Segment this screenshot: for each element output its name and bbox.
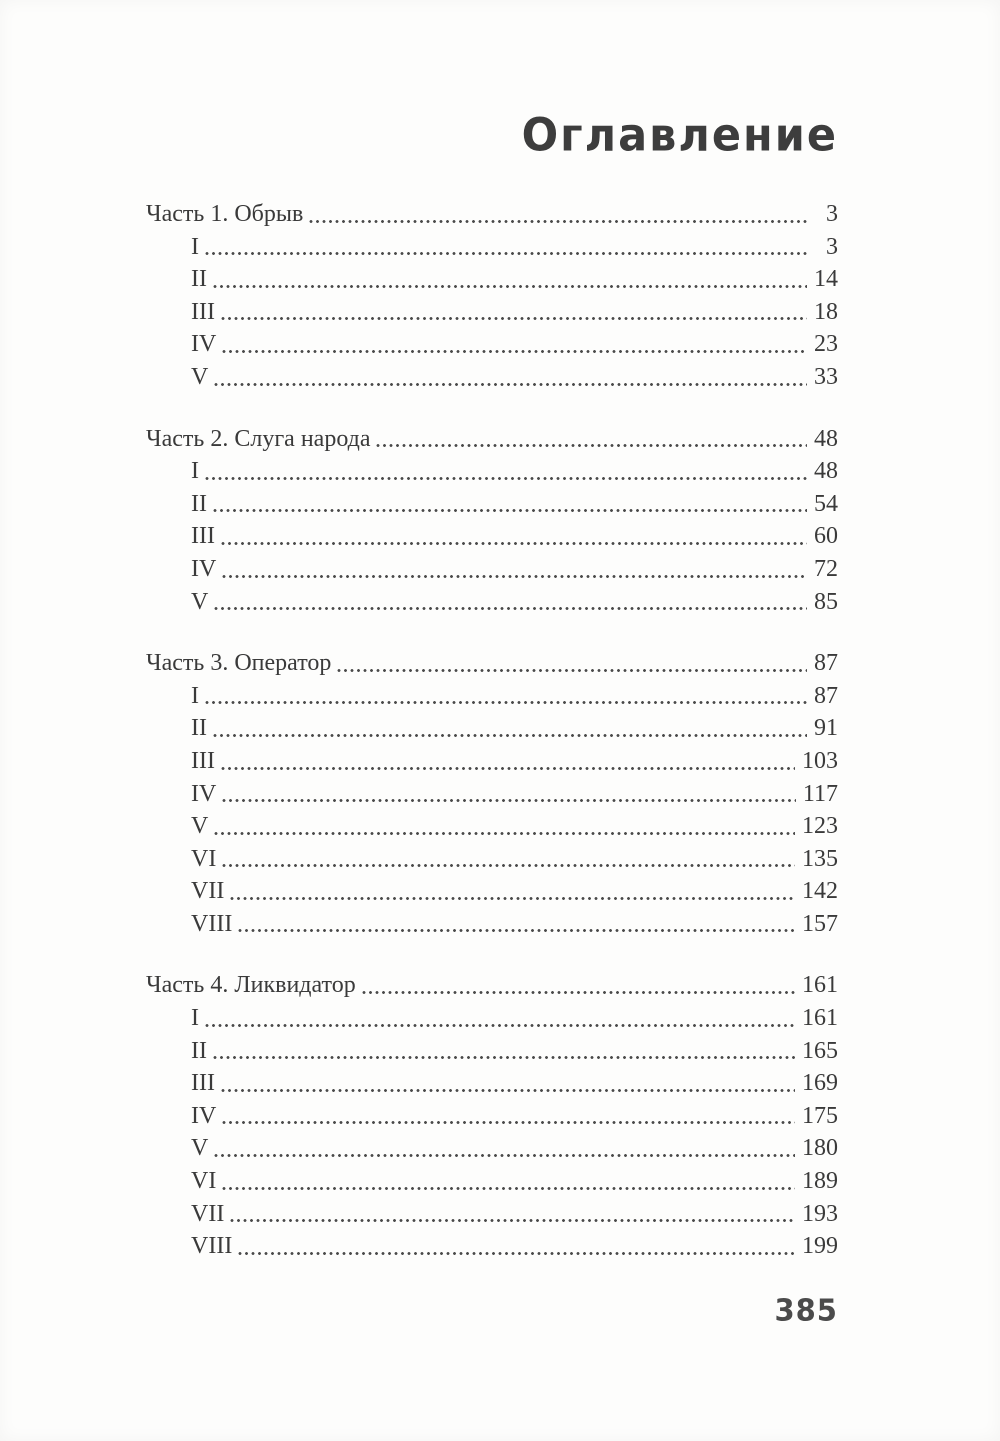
toc-section-label: V (191, 588, 209, 615)
toc-section-entry (146, 778, 838, 811)
dot-leader (213, 284, 807, 289)
dot-leader (222, 1186, 795, 1191)
toc-part-label: Часть 1. Обрыв (146, 201, 304, 227)
toc-section-entry (146, 263, 838, 296)
toc-section-page-number: 180 (802, 1135, 838, 1162)
toc-section-page-number: 85 (814, 588, 838, 615)
toc-section-page-number: 123 (802, 813, 838, 840)
toc-section-page-number: 60 (814, 523, 838, 550)
toc-section-entry (146, 712, 838, 745)
toc-section-entry (146, 520, 838, 553)
dot-leader (205, 700, 807, 705)
toc-section-entry (146, 296, 838, 329)
toc-section-label: III (191, 747, 215, 774)
dot-leader (238, 1251, 795, 1256)
toc-part-label: Часть 4. Ликвидатор (146, 972, 356, 999)
dot-leader (230, 896, 795, 901)
toc-section-label: VII (191, 1200, 225, 1227)
toc-part-group (146, 198, 838, 394)
toc-section-entry (146, 1165, 838, 1198)
toc-section-label: I (191, 458, 199, 485)
toc-section-entry (146, 908, 838, 941)
toc-section-label: VIII (191, 910, 233, 937)
toc-section-page-number: 157 (802, 910, 838, 937)
dot-leader (362, 990, 795, 995)
dot-leader (221, 541, 807, 546)
toc-section-label: II (191, 490, 207, 517)
toc-section-label: VI (191, 845, 217, 872)
toc-section-entry (146, 745, 838, 778)
dot-leader (214, 382, 807, 387)
dot-leader (213, 1055, 795, 1060)
toc-section-entry (146, 455, 838, 488)
toc-part-label: Часть 2. Слуга народа (146, 425, 371, 452)
dot-leader (222, 798, 796, 803)
toc-section-label: I (191, 682, 199, 709)
dot-leader (205, 476, 807, 481)
toc-section-label: IV (191, 331, 217, 358)
dot-leader (205, 1023, 795, 1028)
toc-section-label: IV (191, 555, 217, 582)
dot-leader (222, 349, 807, 354)
toc-section-entry (146, 843, 838, 876)
toc-section-label: V (191, 363, 209, 390)
dot-leader (214, 831, 795, 836)
toc-section-entry (146, 328, 838, 361)
page-title: Оглавление (521, 109, 838, 163)
toc-section-entry (146, 586, 838, 619)
dot-leader (222, 1120, 795, 1125)
toc-section-page-number: 87 (814, 682, 838, 709)
toc-part-group (146, 423, 838, 619)
toc-section-page-number: 14 (814, 266, 838, 293)
toc-section-entry (146, 1230, 838, 1263)
toc-part-entry (146, 198, 838, 231)
toc-section-entry (146, 231, 838, 264)
dot-leader (221, 1088, 795, 1093)
dot-leader (213, 508, 807, 513)
toc-section-label: I (191, 233, 199, 260)
dot-leader (238, 928, 795, 933)
toc-section-label: III (191, 1070, 215, 1097)
dot-leader (221, 316, 807, 321)
toc-section-label: II (191, 266, 207, 293)
toc-section-label: III (191, 523, 215, 550)
dot-leader (213, 733, 807, 738)
toc-section-entry (146, 488, 838, 521)
toc-part-group (146, 647, 838, 940)
toc-section-page-number: 33 (814, 363, 838, 390)
toc-list (146, 198, 838, 1263)
toc-part-entry (146, 647, 838, 680)
toc-section-label: II (191, 1037, 207, 1064)
toc-section-label: VII (191, 878, 225, 905)
toc-part-page-number: 87 (814, 650, 838, 677)
dot-leader (222, 863, 795, 868)
toc-section-label: IV (191, 780, 217, 807)
dot-leader (205, 251, 807, 256)
toc-section-page-number: 161 (802, 1005, 838, 1032)
toc-section-entry (146, 1132, 838, 1165)
toc-section-page-number: 72 (814, 555, 838, 582)
toc-section-label: I (191, 1005, 199, 1032)
toc-section-page-number: 18 (814, 298, 838, 325)
toc-section-label: VI (191, 1168, 217, 1195)
toc-part-page-number: 161 (802, 972, 838, 999)
toc-section-page-number: 54 (814, 490, 838, 517)
dot-leader (221, 766, 795, 771)
dot-leader (214, 1153, 795, 1158)
toc-section-page-number: 3 (826, 233, 838, 260)
toc-section-entry (146, 1002, 838, 1035)
toc-part-page-number: 48 (814, 425, 838, 452)
toc-section-page-number: 91 (814, 715, 838, 742)
toc-section-label: II (191, 715, 207, 742)
dot-leader (376, 443, 807, 448)
toc-section-page-number: 135 (802, 845, 838, 872)
toc-section-entry (146, 1198, 838, 1231)
toc-section-page-number: 189 (802, 1168, 838, 1195)
toc-section-label: V (191, 813, 209, 840)
toc-section-label: V (191, 1135, 209, 1162)
toc-part-group (146, 969, 838, 1262)
toc-section-page-number: 23 (814, 331, 838, 358)
dot-leader (309, 219, 807, 224)
toc-section-page-number: 117 (802, 780, 838, 807)
toc-section-page-number: 193 (802, 1200, 838, 1227)
toc-section-label: VIII (191, 1233, 233, 1260)
toc-section-entry (146, 1100, 838, 1133)
toc-section-entry (146, 1035, 838, 1068)
toc-part-page-number: 3 (826, 201, 838, 227)
page-content (146, 0, 838, 1326)
toc-section-page-number: 199 (802, 1233, 838, 1260)
toc-part-label: Часть 3. Оператор (146, 650, 332, 677)
toc-part-entry (146, 969, 838, 1002)
toc-section-entry (146, 361, 838, 394)
toc-section-page-number: 169 (802, 1070, 838, 1097)
toc-section-entry (146, 1067, 838, 1100)
footer-page-number: 385 (774, 1291, 838, 1328)
dot-leader (337, 668, 807, 673)
toc-section-label: III (191, 298, 215, 325)
toc-section-entry (146, 875, 838, 908)
toc-section-page-number: 175 (802, 1102, 838, 1129)
dot-leader (222, 574, 807, 579)
toc-section-page-number: 142 (802, 878, 838, 905)
toc-section-label: IV (191, 1102, 217, 1129)
toc-part-entry (146, 423, 838, 456)
toc-section-entry (146, 553, 838, 586)
toc-section-entry (146, 680, 838, 713)
toc-section-page-number: 165 (802, 1037, 838, 1064)
toc-section-page-number: 103 (802, 747, 838, 774)
dot-leader (214, 606, 807, 611)
dot-leader (230, 1218, 795, 1223)
toc-section-entry (146, 810, 838, 843)
toc-section-page-number: 48 (814, 458, 838, 485)
